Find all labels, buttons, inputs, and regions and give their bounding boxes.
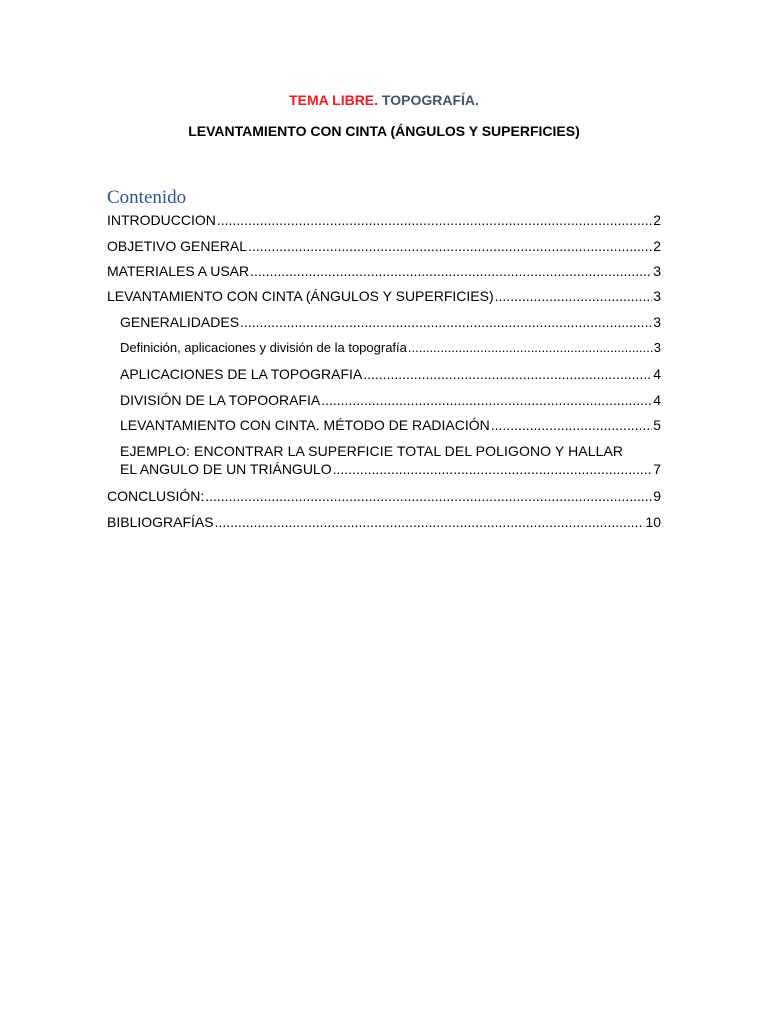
toc-entry-label: BIBLIOGRAFÍAS bbox=[107, 514, 214, 530]
toc-leader-dots bbox=[491, 416, 652, 434]
toc-leader-dots bbox=[333, 460, 653, 478]
toc-entry-page: 3 bbox=[653, 340, 661, 355]
toc-leader-dots bbox=[248, 237, 652, 255]
toc-entry-page: 3 bbox=[653, 314, 661, 330]
toc-leader-dots bbox=[217, 211, 652, 229]
toc-entry-definicion[interactable] bbox=[120, 339, 661, 357]
toc-entry-objetivo-general[interactable] bbox=[107, 237, 661, 255]
toc-entry-division[interactable] bbox=[120, 391, 661, 409]
toc-entry-conclusion[interactable] bbox=[107, 487, 661, 505]
toc-entry-page: 10 bbox=[645, 514, 661, 530]
toc-entry-page: 2 bbox=[653, 212, 661, 228]
toc-entry-label: INTRODUCCION bbox=[107, 212, 216, 228]
toc-entry-levantamiento[interactable] bbox=[107, 287, 661, 305]
toc-entry-page: 3 bbox=[653, 288, 661, 304]
toc-leader-dots bbox=[321, 391, 652, 409]
toc-entry-label: LEVANTAMIENTO CON CINTA (ÁNGULOS Y SUPERFICIES) bbox=[107, 288, 494, 304]
toc-entry-label: EL ANGULO DE UN TRIÁNGULO bbox=[120, 461, 332, 477]
toc-entry-label: OBJETIVO GENERAL bbox=[107, 238, 248, 254]
toc-leader-dots bbox=[408, 339, 653, 357]
toc-entry-page: 5 bbox=[653, 417, 661, 433]
toc-entry-aplicaciones[interactable] bbox=[120, 365, 661, 383]
toc-entry-page: 9 bbox=[653, 488, 661, 504]
toc-entry-metodo-radiacion[interactable] bbox=[120, 416, 661, 434]
toc-entry-page: 2 bbox=[653, 238, 661, 254]
title-subject-label: TOPOGRAFÍA. bbox=[381, 92, 479, 108]
toc-entry-generalidades[interactable] bbox=[120, 313, 661, 331]
toc-entry-label: MATERIALES A USAR bbox=[107, 263, 250, 279]
toc-entry-label-line1: EJEMPLO: ENCONTRAR LA SUPERFICIE TOTAL DEL POLIGONO Y HALLAR bbox=[120, 443, 624, 459]
toc-entry-ejemplo[interactable] bbox=[120, 442, 661, 478]
toc-entry-page: 4 bbox=[653, 366, 661, 382]
toc-entry-introduccion[interactable] bbox=[107, 211, 661, 229]
toc-entry-materiales[interactable] bbox=[107, 262, 661, 280]
toc-entry-label: DIVISIÓN DE LA TOPOORAFIA bbox=[120, 392, 321, 408]
toc-leader-dots bbox=[205, 487, 652, 505]
toc-entry-label: Definición, aplicaciones y división de la topografía bbox=[120, 340, 407, 355]
toc-leader-dots bbox=[240, 313, 652, 331]
toc-entry-label: APLICACIONES DE LA TOPOGRAFIA bbox=[120, 366, 363, 382]
toc-entry-page: 4 bbox=[653, 392, 661, 408]
toc-entry-page: 3 bbox=[653, 263, 661, 279]
toc-leader-dots bbox=[363, 365, 652, 383]
toc-leader-dots bbox=[250, 262, 652, 280]
toc-heading: Contenido bbox=[107, 187, 187, 208]
toc-entry-label: LEVANTAMIENTO CON CINTA. MÉTODO DE RADIACIÓN bbox=[120, 417, 490, 433]
document-title bbox=[0, 91, 768, 109]
toc-entry-bibliografias[interactable] bbox=[107, 513, 661, 531]
toc-leader-dots bbox=[215, 513, 645, 531]
toc-entry-label: CONCLUSIÓN: bbox=[107, 488, 205, 504]
document-subtitle: LEVANTAMIENTO CON CINTA (ÁNGULOS Y SUPERFICIES) bbox=[188, 123, 580, 139]
toc-entry-page: 7 bbox=[653, 461, 661, 477]
toc-leader-dots bbox=[495, 287, 653, 305]
toc-entry-label: GENERALIDADES bbox=[120, 314, 240, 330]
title-topic-label: TEMA LIBRE. bbox=[289, 92, 379, 108]
